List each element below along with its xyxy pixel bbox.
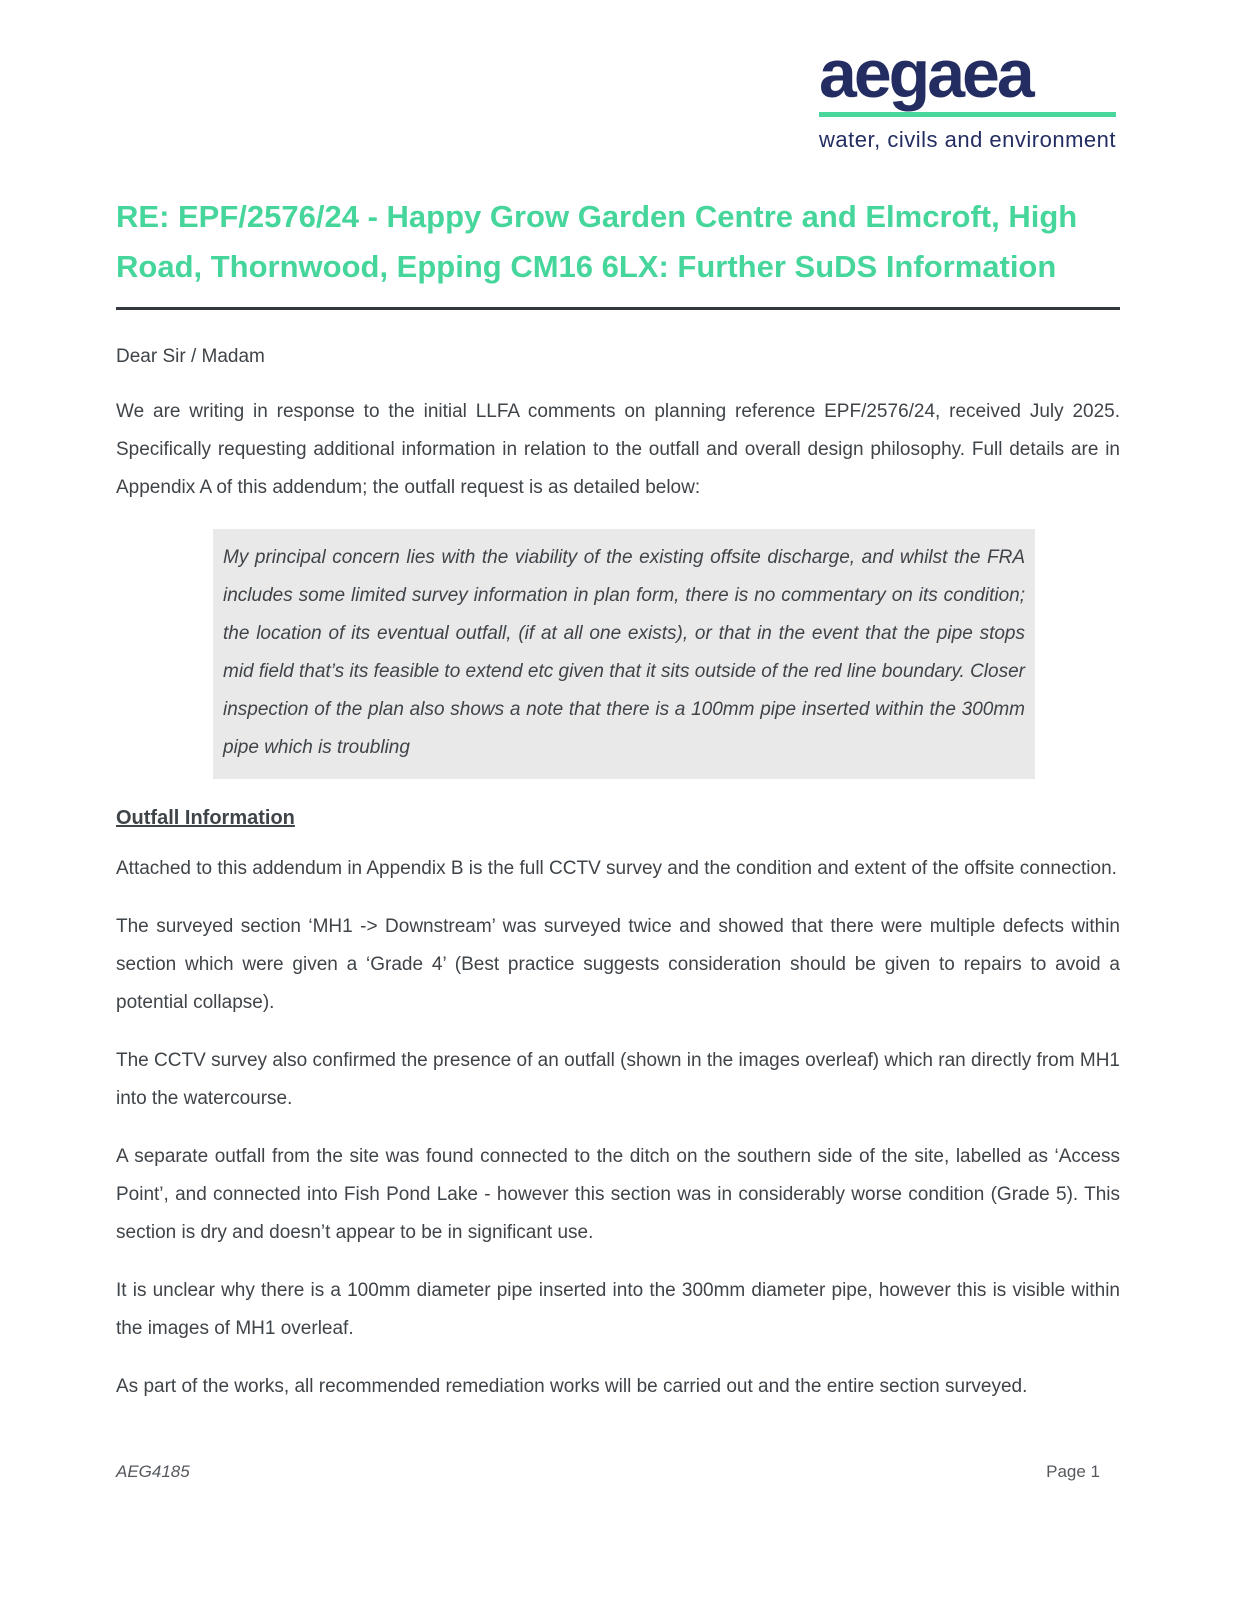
brand-wordmark: aegaea (819, 36, 1032, 112)
paragraph-appendix-b: Attached to this addendum in Appendix B is the full CCTV survey and the condition and extent of the offsite connection. (116, 857, 1117, 879)
page-number: Page 1 (1046, 1462, 1100, 1481)
llfa-comment-quote: My principal concern lies with the viability of the existing offsite discharge, and whilst the FRA includes some limited survey information in plan form, there is no commentary on its condition; the location of its eventual outfall, (if at all one exists), or that in the event that the pipe stops mid field that’s its feasible to extend etc given that it sits outside of the red line boundary. Closer inspection of the plan also shows a note that there is a 100mm pipe inserted within the 300mm pipe which is troubling (213, 529, 1035, 779)
intro-paragraph: We are writing in response to the initial LLFA comments on planning reference EPF/2576/24, received July 2025. Specifically requesting additional information in relation to the outfall and overall design philosophy. Full details are in Appendix A of this addendum; the outfall request is as detailed below: (116, 400, 1120, 498)
company-logo (819, 36, 1116, 153)
paragraph-pipe-diameter: It is unclear why there is a 100mm diameter pipe inserted into the 300mm diameter pipe, however this is visible within the images of MH1 overleaf. (116, 1279, 1120, 1339)
document-reference: AEG4185 (116, 1462, 190, 1481)
logo-underline (819, 112, 1116, 117)
title-divider (116, 307, 1120, 310)
letter-subject: RE: EPF/2576/24 - Happy Grow Garden Centre and Elmcroft, High Road, Thornwood, Epping CM16 6LX: Further SuDS Information (116, 199, 1078, 284)
salutation: Dear Sir / Madam (116, 346, 265, 368)
paragraph-cctv-outfall: The CCTV survey also confirmed the presence of an outfall (shown in the images overleaf) which ran directly from MH1 into the watercourse. (116, 1049, 1120, 1109)
paragraph-surveyed-section: The surveyed section ‘MH1 -> Downstream’ was surveyed twice and showed that there were multiple defects within section which were given a ‘Grade 4’ (Best practice suggests consideration should be given to repairs to avoid a potential collapse). (116, 915, 1120, 1013)
brand-tagline: water, civils and environment (819, 127, 1116, 152)
paragraph-separate-outfall: A separate outfall from the site was found connected to the ditch on the southern side of the site, labelled as ‘Access Point’, and connected into Fish Pond Lake - however this section was in considerably worse condition (Grade 5). This section is dry and doesn’t appear to be in significant use. (116, 1145, 1120, 1243)
paragraph-remediation: As part of the works, all recommended remediation works will be carried out and the entire section surveyed. (116, 1375, 1028, 1397)
section-heading-outfall-information: Outfall Information (116, 806, 295, 829)
page-footer (116, 1462, 1100, 1482)
